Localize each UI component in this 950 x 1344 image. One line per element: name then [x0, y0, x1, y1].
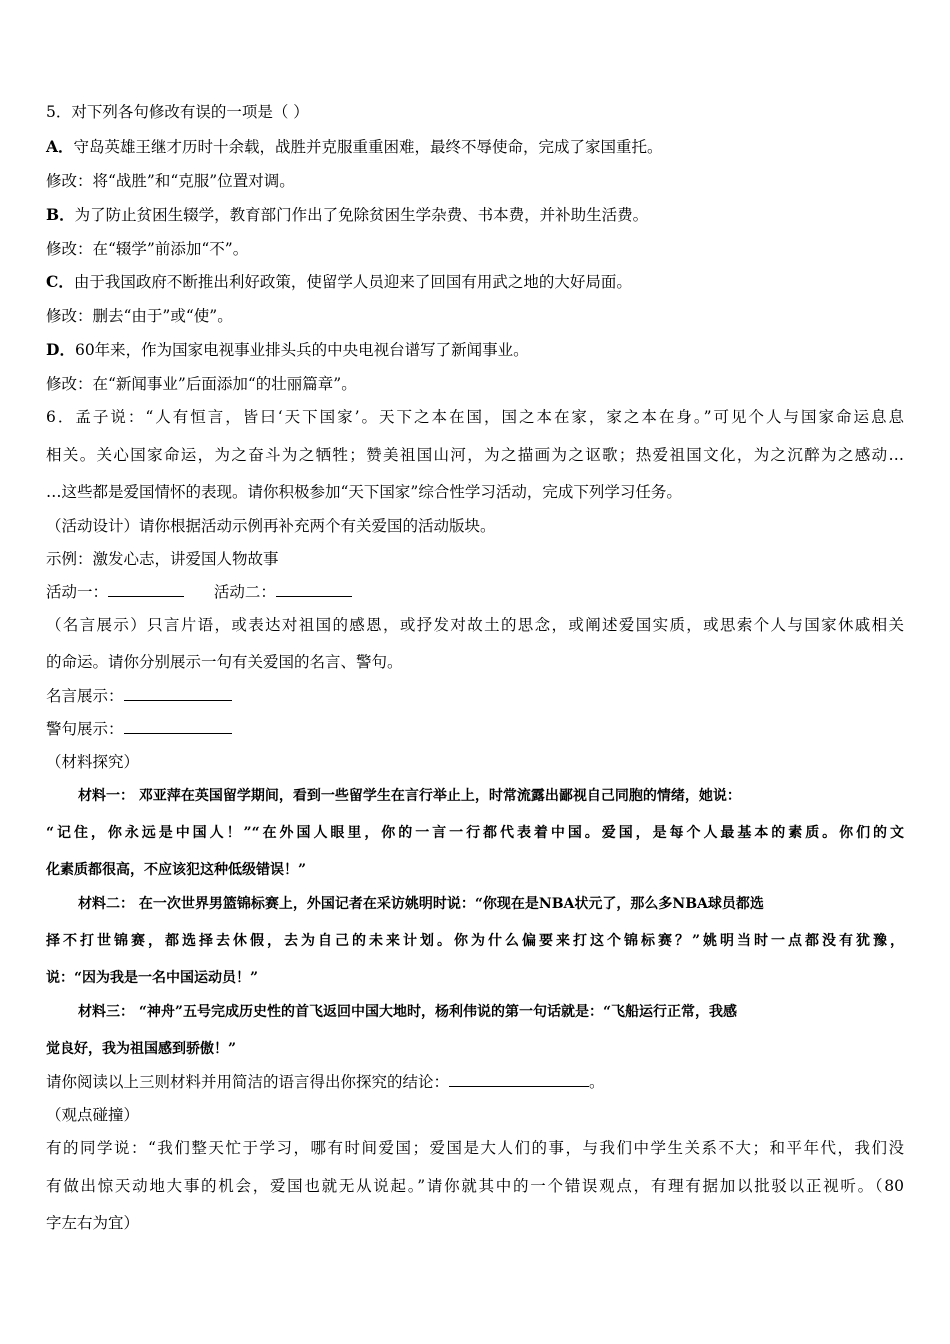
quote-intro-line2: 的命运。请你分别展示一句有关爱国的名言、警句。: [46, 653, 403, 671]
material-two-line1: 材料二： 在一次世界男篮锦标赛上，外国记者在采访姚明时说：“你现在是NBA状元了，那么多NBA球员都选: [78, 896, 764, 912]
option-b-text: 为了防止贫困生辍学，教育部门作出了免除贫困生学杂费、书本费，并补助生活费。: [74, 206, 649, 224]
q5-option-b-fix: 修改：在“辍学”前添加“不”。: [46, 240, 249, 258]
motto-row: [46, 719, 232, 739]
conclusion-label: 请你阅读以上三则材料并用简洁的语言得出你探究的结论：: [46, 1073, 450, 1091]
material-two-line3: 说：“因为我是一名中国运动员！”: [46, 970, 259, 986]
option-b-label: B．: [46, 205, 75, 224]
quote-blank[interactable]: [124, 686, 232, 701]
material-three-line1: 材料三： “神舟”五号完成历史性的首飞返回中国大地时，杨利伟说的第一句话就是：“飞船运行正常，我感: [78, 1004, 738, 1020]
conclusion-blank[interactable]: [449, 1072, 589, 1087]
view-title: （观点碰撞）: [46, 1106, 140, 1124]
activity-example: 示例：激发心志，讲爱国人物故事: [46, 550, 279, 568]
material-one-line1: 材料一： 邓亚萍在英国留学期间，看到一些留学生在言行举止上，时常流露出鄙视自己同胞的情绪，她说：: [78, 788, 741, 804]
conclusion-row: [46, 1072, 605, 1092]
q5-stem: 5．对下列各句修改有误的一项是（ ）: [46, 103, 309, 121]
view-line1: 有的同学说：“我们整天忙于学习，哪有时间爱国；爱国是大人们的事，与我们中学生关系不大；和平年代，我们没: [46, 1139, 904, 1157]
q5-option-b: [46, 205, 648, 225]
q6-line3: …这些都是爱国情怀的表现。请你积极参加“天下国家”综合性学习活动，完成下列学习任务。: [46, 483, 682, 501]
option-a-text: 守岛英雄王继才历时十余载，战胜并克服重重困难，最终不辱使命，完成了家国重托。: [73, 138, 663, 156]
motto-label: 警句展示：: [46, 720, 124, 738]
q6-line1: 6．孟子说：“人有恒言，皆曰‘天下国家’。天下之本在国，国之本在家，家之本在身。”可见个人与国家命运息息: [46, 408, 904, 426]
q5-option-c: [46, 272, 632, 292]
activity-two-blank[interactable]: [276, 582, 352, 597]
view-line2: 有做出惊天动地大事的机会，爱国也就无从说起。”请你就其中的一个错误观点，有理有据加以批驳以正视听。（80: [46, 1177, 904, 1195]
view-line3: 字左右为宜）: [46, 1214, 140, 1232]
activity-blanks: [46, 582, 352, 602]
explore-title: （材料探究）: [46, 753, 140, 771]
q5-option-d-fix: 修改：在“新闻事业”后面添加“的壮丽篇章”。: [46, 375, 357, 393]
activity-one-blank[interactable]: [108, 582, 184, 597]
quote-row: [46, 686, 232, 706]
material-three-line2: 觉良好，我为祖国感到骄傲！”: [46, 1041, 237, 1057]
option-d-text: 60年来，作为国家电视事业排头兵的中央电视台谱写了新闻事业。: [74, 341, 529, 359]
activity-two-label: 活动二：: [213, 583, 276, 601]
option-c-label: C．: [46, 272, 74, 291]
material-two-line2: 择不打世锦赛，都选择去休假，去为自己的未来计划。你为什么偏要来打这个锦标赛？”姚明当时一点都没有犹豫，: [46, 933, 904, 949]
activity-one-label: 活动一：: [46, 583, 109, 601]
quote-label: 名言展示：: [46, 687, 124, 705]
conclusion-end: 。: [589, 1073, 605, 1091]
quote-intro-line1: （名言展示）只言片语，或表达对祖国的感恩，或抒发对故土的思念，或阐述爱国实质，或思索个人与国家休戚相关: [46, 616, 904, 634]
material-one-line3: 化素质都很高，不应该犯这种低级错误！”: [46, 862, 307, 878]
q6-line2: 相关。关心国家命运，为之奋斗为之牺牲；赞美祖国山河，为之描画为之讴歌；热爱祖国文化，为之沉醉为之感动…: [46, 446, 904, 464]
q5-option-a-fix: 修改：将“战胜”和“克服”位置对调。: [46, 172, 295, 190]
option-d-label: D．: [46, 340, 75, 359]
activity-design: （活动设计）请你根据活动示例再补充两个有关爱国的活动版块。: [46, 517, 496, 535]
q5-option-c-fix: 修改：删去“由于”或“使”。: [46, 307, 233, 325]
material-one-line2: “记住，你永远是中国人！”“在外国人眼里，你的一言一行都代表着中国。爱国，是每个人最基本的素质。你们的文: [46, 825, 904, 841]
q5-option-a: [46, 137, 663, 157]
option-c-text: 由于我国政府不断推出利好政策，使留学人员迎来了回国有用武之地的大好局面。: [73, 273, 632, 291]
q5-option-d: [46, 340, 529, 360]
option-a-label: A．: [46, 137, 74, 156]
motto-blank[interactable]: [124, 719, 232, 734]
